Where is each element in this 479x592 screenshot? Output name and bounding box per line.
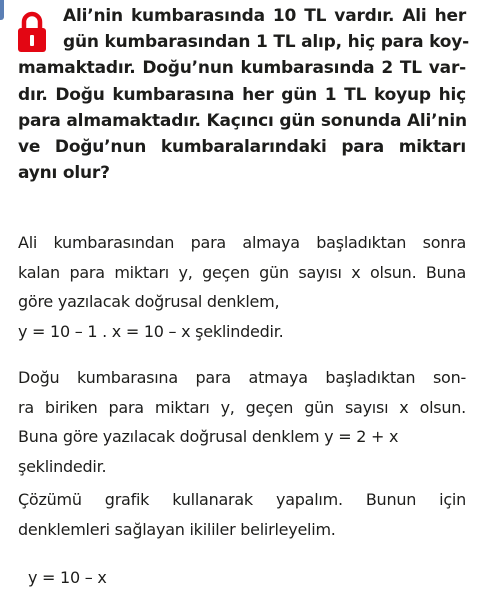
solution-paragraph-ali xyxy=(18,228,466,346)
solution-paragraph-graph xyxy=(18,485,466,544)
paragraph-line: Çözümü grafik kullanarak yapalım. Bunun için xyxy=(18,490,466,509)
equation-ali: y = 10 – x xyxy=(28,568,107,587)
solution-paragraph-dogu xyxy=(18,363,466,481)
paragraph-line: göre yazılacak doğrusal denklem, xyxy=(18,292,280,311)
question-line: ve Doğu’nun kumbaralarındaki para miktarı xyxy=(18,136,466,157)
paragraph-line: y = 10 – 1 . x = 10 – x şeklindedir. xyxy=(18,321,284,341)
paragraph-line: şeklindedir. xyxy=(18,456,107,476)
paragraph-line: Ali kumbarasından para almaya başladıktan sonra xyxy=(18,233,466,252)
paragraph-line: Buna göre yazılacak doğrusal denklem y = 2 + x xyxy=(18,427,399,446)
question-line: dır. Doğu kumbarasına her gün 1 TL koyup hiç xyxy=(18,84,466,105)
question-line: para almamaktadır. Kaçıncı gün sonunda Ali’nin xyxy=(18,110,467,131)
question-text xyxy=(0,3,479,186)
paragraph-line: ra biriken para miktarı y, geçen gün sayısı x olsun. xyxy=(18,397,466,417)
question-line: gün kumbarasından 1 TL alıp, hiç para koy- xyxy=(63,32,469,53)
paragraph-line: Doğu kumbarasına para atmaya başladıktan son- xyxy=(18,368,466,387)
question-line: aynı olur? xyxy=(18,163,110,184)
paragraph-line: kalan para miktarı y, geçen gün sayısı x olsun. Buna xyxy=(18,262,466,282)
question-line: mamaktadır. Doğu’nun kumbarasında 2 TL var- xyxy=(18,58,466,79)
question-line: Ali’nin kumbarasında 10 TL vardır. Ali her xyxy=(63,6,466,26)
paragraph-line: denklemleri sağlayan ikililer belirleyelim. xyxy=(18,519,336,539)
